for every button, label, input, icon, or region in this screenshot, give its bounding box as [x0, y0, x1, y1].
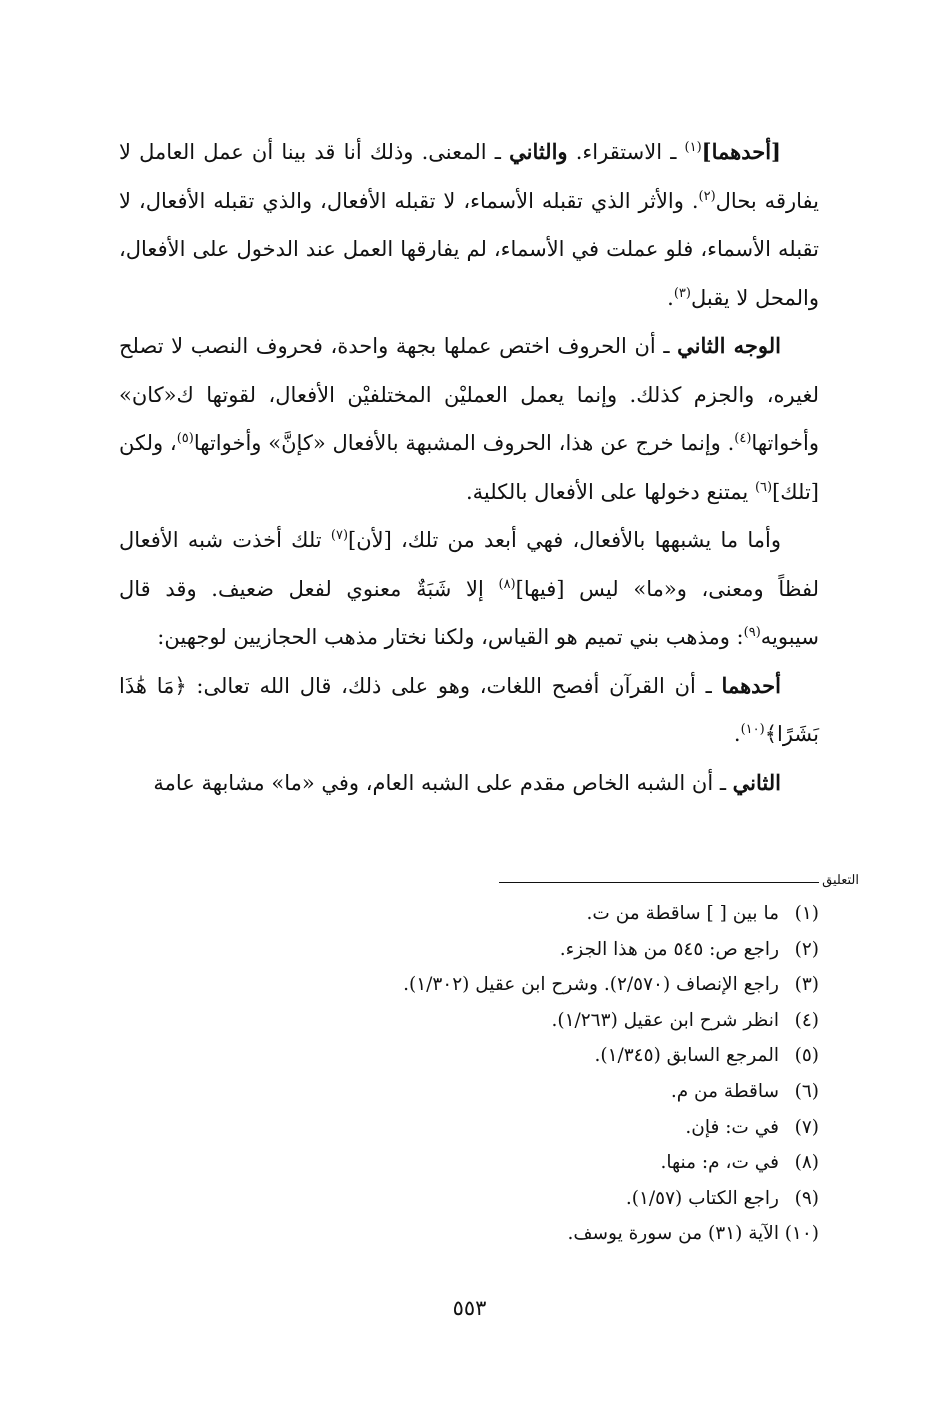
footnotes-list [199, 896, 819, 1252]
footnote-ref: (١) [684, 140, 702, 155]
footnote-number: (٥) [794, 1045, 819, 1067]
footnote-item [199, 1003, 819, 1039]
paragraph [119, 322, 819, 516]
footnote-number: (٣) [794, 974, 819, 996]
text-run: . وإنما خرج عن هذا، الحروف المشبهة بالأفعال «كإنَّ» وأخواتها [193, 431, 735, 455]
text-run: . [667, 285, 674, 310]
paragraph [119, 759, 819, 808]
bold-term: والثاني [509, 139, 568, 164]
footnote-number: (١) [794, 903, 819, 924]
text-run: وأما ما يشبهها بالأفعال، فهي أبعد من تلك، [لأن] [348, 528, 781, 552]
text-run: . [733, 722, 741, 746]
footnote-ref: (٧) [330, 528, 349, 543]
footnote-item [199, 896, 819, 932]
footnote-item [199, 1145, 819, 1181]
footnote-text: الآية (٣١) من سورة يوسف. [567, 1223, 779, 1245]
footnote-number: (٢) [794, 938, 819, 960]
footnote-ref: (٤) [734, 431, 752, 446]
footnote-number: (٩) [794, 1187, 819, 1209]
footnote-ref: (٣) [673, 285, 691, 301]
text-run: ـ أن الشبه الخاص مقدم على الشبه العام، وفي «ما» مشابهة عامة [153, 770, 733, 795]
text-run: تلك أخذت شبه الأفعال لفظاً ومعنى، و«ما» ليس [فيها] [119, 528, 819, 601]
footnote-number: (٨) [794, 1152, 819, 1174]
footnote-text: في ت، م: منها. [660, 1152, 779, 1174]
footnote-item [199, 932, 819, 968]
bold-term: الثاني [732, 769, 781, 795]
footnote-item [199, 1038, 819, 1074]
footnote-text: ساقطة من م. [670, 1080, 779, 1102]
footnote-ref: (٦) [754, 479, 773, 495]
text-run: ، ولكن [تلك] [119, 431, 819, 504]
paragraph [119, 516, 819, 662]
text-run: ـ أن الحروف اختص عملها بجهة واحدة، فحروف النصب لا تصلح لغيره، والجزم كذلك. وإنما يعمل العمليْن المختلفيْن الأفعال، لقوتها ك«كان» وأخواتها [119, 334, 819, 455]
footnote-text: المرجع السابق (١/٣٤٥). [594, 1045, 779, 1067]
footnote-ref: (٢) [698, 188, 716, 204]
bold-term: أحدهما [721, 672, 781, 698]
footnote-item [199, 967, 819, 1003]
footnote-item [199, 1110, 819, 1146]
footnotes-divider [499, 882, 819, 883]
footnote-ref: (٥) [176, 431, 194, 446]
text-run: إلا شَبَةٌ معنوي لفعل ضعيف. وقد قال سيبويه [119, 576, 819, 649]
footnote-text: في ت: فإن. [685, 1116, 779, 1138]
footnote-text: راجع الإنصاف (٢/٥٧٠). وشرح ابن عقيل (١/٣٠٢). [403, 974, 779, 996]
paragraph [119, 662, 819, 759]
bold-term: [أحدهما] [701, 139, 781, 164]
footnote-ref: (٩) [743, 625, 761, 640]
text-run: ـ أن القرآن أفصح اللغات، وهو على ذلك، قال الله تعالى: ﴿مَا هَٰذَا بَشَرًا﴾ [119, 673, 819, 746]
main-text [119, 128, 819, 807]
footnotes-header [499, 872, 859, 894]
footnote-text: راجع ص: ٥٤٥ من هذا الجزء. [559, 938, 779, 960]
text-run: . والأثر الذي تقبله الأسماء، لا تقبله الأفعال، والذي تقبله الأفعال، لا تقبله الأسماء، فلو عملت في الأسماء، لم يفارقها العمل عند الدخول على الأفعال، والمحل لا يقبل [119, 188, 819, 310]
text-run: : ومذهب بني تميم هو القياس، ولكنا نختار مذهب الحجازيين لوجهين: [157, 625, 744, 649]
footnote-number: (٦) [794, 1080, 819, 1102]
footnote-item [199, 1216, 819, 1252]
footnote-ref: (١٠) [740, 722, 765, 737]
footnote-text: ما بين [ ] ساقطة من ت. [586, 903, 779, 924]
footnote-number: (٧) [794, 1116, 819, 1138]
footnote-item [199, 1181, 819, 1217]
page-number: ٥٥٣ [452, 1296, 487, 1320]
footnote-text: راجع الكتاب (١/٥٧). [625, 1187, 779, 1209]
footnote-ref: (٨) [498, 576, 516, 592]
text-run: ـ المعنى. وذلك أنا قد بينا أن عمل العامل لا يفارقه بحال [119, 140, 819, 213]
text-run: ـ الاستقراء. [567, 140, 685, 164]
footnote-text: انظر شرح ابن عقيل (١/٢٦٣). [551, 1009, 779, 1031]
footnote-number: (١٠) [784, 1223, 819, 1245]
paragraph [119, 128, 819, 322]
footnote-number: (٤) [794, 1009, 819, 1031]
footnote-item [199, 1074, 819, 1110]
text-run: يمتنع دخولها على الأفعال بالكلية. [466, 479, 755, 504]
footnotes-label: التعليق [822, 873, 859, 888]
bold-term: الوجه الثاني [677, 333, 781, 358]
